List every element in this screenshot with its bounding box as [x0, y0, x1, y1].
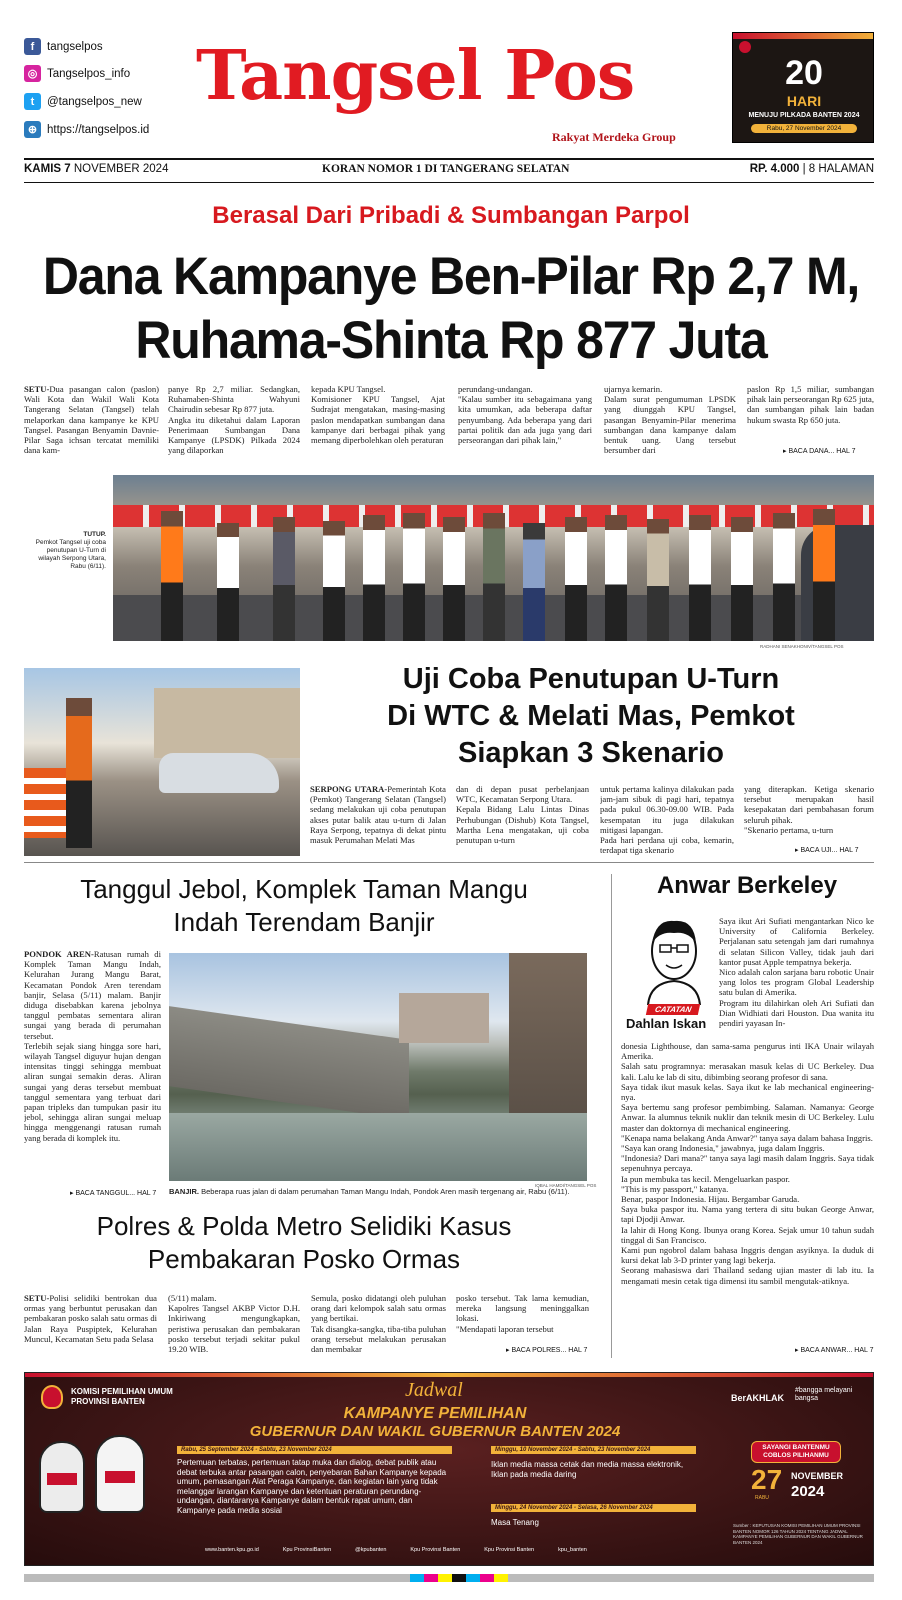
- uturn-dateline: SERPONG UTARA-: [310, 784, 388, 794]
- social-label: https://tangselpos.id: [47, 123, 150, 136]
- polres-col-3: Semula, posko didatangi oleh puluhan orang dari kelompok salah satu ormas yang bertikai. Tak disangka-sangka, tiba-tiba puluhan orang tersebut melakukan perusakan dan membakar: [311, 1293, 446, 1355]
- lead-text: Dua pasangan calon (paslon) Wali Kota dan Wakil Wali Kota Tangerang Selatan (Tangsel) telah melaporkan dana kampanye ke KPU Tangsel. Pasangan Benyamin Davnie-Pilar Saga ichsan tercatat memiliki dana kam-: [24, 384, 159, 456]
- photo1-credit: RADHANI SENAKHONIV/TANGSEL POS: [760, 644, 844, 649]
- column-author: Dahlan Iskan: [626, 1016, 707, 1031]
- uturn-col-2: dan di depan pusat perbelanjaan WTC, Kecamatan Serpong Utara. Kepala Bidang Lalu Lintas Dinas Perhubungan (Dishub) Kota Tangsel, Martha Lena mengatakan, uji coba penutupan u-turn: [456, 784, 589, 846]
- kpu-logo: [41, 1385, 63, 1409]
- lead-col-1: [24, 384, 159, 456]
- ad-footer-twitter[interactable]: @kpubanten: [355, 1547, 387, 1553]
- ad-period3-head: Minggu, 24 November 2024 - Selasa, 26 November 2024: [491, 1504, 696, 1512]
- ad-period1-head: Rabu, 25 September 2024 - Sabtu, 23 November 2024: [177, 1446, 452, 1454]
- photo-uturn-officer: [24, 668, 300, 856]
- countdown-label: HARI: [786, 93, 822, 109]
- ad-source: Sumber : KEPUTUSAN KOMISI PEMILIHAN UMUM PROVINSI BANTEN NOMOR 126 TAHUN 2024 TENTANG JADWAL KAMPANYE PEMILIHAN GUBERNUR DAN WAKIL GUBERNUR BANTEN 2024: [733, 1523, 863, 1545]
- tanggul-caption: [169, 1188, 589, 1196]
- uturn-continue-link[interactable]: ▸ BACA UJI... HAL 7: [795, 847, 859, 854]
- lead-kicker: Berasal Dari Pribadi & Sumbangan Parpol: [212, 202, 690, 229]
- polres-text: Polisi selidiki bentrokan dua ormas yang berbuntut perusakan dan pembakaran posko salah satu ormas di Jalan Raya Puspiptek, Kelurahan Muncul, Kecamatan Setu pada Selasa: [24, 1293, 157, 1344]
- ad-vote-dow: RABU: [755, 1495, 769, 1501]
- web-icon: ⊕: [24, 121, 41, 138]
- ad-title-1: KAMPANYE PEMILIHAN: [343, 1405, 527, 1422]
- ad-bangga: #bangga melayani bangsa: [795, 1387, 853, 1402]
- dateline-month: NOVEMBER 2024: [73, 163, 169, 175]
- facebook-icon: f: [24, 38, 41, 55]
- lead-col-6: paslon Rp 1,5 miliar, sumbangan pihak lain perseorangan Rp 625 juta, dan sumbangan pihak lain badan hukum swasta Rp 650 juta.: [747, 384, 874, 425]
- section-rule: [24, 862, 874, 863]
- lead-headline-2[interactable]: Ruhama-Shinta Rp 877 Juta: [135, 310, 767, 370]
- uturn-col-4: yang diterapkan. Ketiga skenario tersebut merupakan hasil kesepakatan dari pembahasan forum seluruh pihak. "Skenario pertama, u-turn: [744, 784, 874, 835]
- photo1-caption-text: Pemkot Tangsel uji coba penutupan U-Turn di wilayah Serpong Utara, Rabu (6/11).: [35, 539, 106, 570]
- uturn-col-3: untuk pertama kalinya dilakukan pada jam-jam sibuk di pagi hari, tepatnya pada pukul 06.30-09.00 WIB. Pada kesempatan itu juga dilakukan mitigasi lapangan. Pada hari perdana uji coba, kemarin, terdapat tiga skenario: [600, 784, 734, 856]
- polres-headline-1[interactable]: Polres & Polda Metro Selidiki Kasus: [96, 1211, 512, 1241]
- ad-org-1: KOMISI PEMILIHAN UMUM: [71, 1387, 173, 1396]
- ad-title-2: GUBERNUR DAN WAKIL GUBERNUR BANTEN 2024: [249, 1423, 621, 1440]
- ad-period2-text: Iklan media massa cetak dan media massa elektronik, Iklan pada media daring: [491, 1460, 684, 1479]
- social-label: Tangselpos_info: [47, 67, 131, 80]
- column-divider: [611, 874, 612, 1358]
- dateline-day: KAMIS: [24, 163, 62, 175]
- ad-footer-tiktok[interactable]: Kpu Provinsi Banten: [484, 1547, 535, 1553]
- social-website[interactable]: [24, 121, 149, 138]
- print-color-bar: [24, 1574, 874, 1582]
- ad-vote-month: NOVEMBER: [791, 1471, 844, 1481]
- column-badge: CATATAN: [646, 1004, 701, 1015]
- polres-col-2: (5/11) malam. Kapolres Tangsel AKBP Victor D.H. Inkiriwang mengungkapkan, peristiwa perusakan dan pembakaran posko tersebut terjadi sekitar pukul 19.20 WIB.: [168, 1293, 300, 1355]
- dateline-price: RP. 4.000: [749, 163, 800, 175]
- lead-dateline: SETU-: [24, 384, 50, 394]
- dateline-motto: KORAN NOMOR 1 DI TANGERANG SELATAN: [322, 163, 570, 175]
- ad-vote-day: 27: [751, 1464, 783, 1495]
- masthead-title: Tangsel Pos: [196, 36, 635, 116]
- social-instagram[interactable]: [24, 65, 130, 82]
- ad-footer-web[interactable]: www.banten.kpu.go.id: [205, 1547, 259, 1553]
- dateline: [24, 163, 874, 179]
- uturn-headline-1[interactable]: Uji Coba Penutupan U-Turn: [402, 663, 780, 695]
- photo-flood-credit: IQBAL HAMDI/TANGSEL POS: [535, 1183, 597, 1188]
- uturn-headline-2[interactable]: Di WTC & Melati Mas, Pemkot: [387, 700, 795, 732]
- ad-footer-facebook[interactable]: Kpu ProvinsiBanten: [282, 1547, 332, 1553]
- masthead-group: Rakyat Merdeka Group: [552, 130, 676, 144]
- social-facebook[interactable]: [24, 38, 103, 55]
- social-links: [0, 38, 180, 148]
- lead-col-3: kepada KPU Tangsel. Komisioner KPU Tangsel, Ajat Sudrajat mengatakan, masing-masing paslon mendapatkan sumbangan dana kampanye dari berbagai pihak yang memang diperbolehkan oleh peraturan: [311, 384, 445, 446]
- ad-period2-head: Minggu, 10 November 2024 - Sabtu, 23 November 2024: [491, 1446, 696, 1454]
- kpu-campaign-ad[interactable]: [24, 1372, 874, 1566]
- photo1-caption-title: TUTUP.: [83, 531, 106, 538]
- lead-headline-1[interactable]: Dana Kampanye Ben-Pilar Rp 2,7 M,: [42, 246, 860, 306]
- lead-col-2: panye Rp 2,7 miliar. Sedangkan, Ruhamaben-Shinta Wahyuni Chairudin sebesar Rp 877 juta. Angka itu diketahui dalam Laporan Penerimaan Sumbangan Dana Kampanye (LPSDK) Pilkada 2024 yang dilaporkan: [168, 384, 300, 456]
- column-continue-link[interactable]: ▸ BACA ANWAR... HAL 7: [795, 1347, 874, 1354]
- ad-script: Jadwal: [405, 1379, 463, 1401]
- tanggul-caption-title: BANJIR.: [169, 1187, 200, 1196]
- social-label: tangselpos: [47, 40, 103, 53]
- kpu-logo: [739, 41, 751, 53]
- tanggul-continue-link[interactable]: ▸ BACA TANGGUL... HAL 7: [70, 1190, 157, 1197]
- polres-continue-link[interactable]: ▸ BACA POLRES... HAL 7: [506, 1347, 588, 1354]
- column-body: donesia Lighthouse, dan sama-sama pengurus inti IKA Unair wilayah Amerika. Salah satu programnya: merasakan masuk kelas di UC Berkeley. Dua kali. Lalu ke lab di situ, dibimbing seorang profesor di sana. Saya tidak ikut masuk kelas. Saya ikut ke lab mechanical engineering-nya. Saya bertemu sang profesor pembimbing. Salaman. Namanya: George Anwar. Ia alumnus teknik nuklir dan teknik mesin di UC Berkeley. Lulu master dan doktornya di mechanical engineering. "Kenapa nama belakang Anda Anwar?" tanya saya dalam bahasa Inggris. "Saya kan orang Indonesia," jawabnya, juga dalam Inggris. "Indonesia? Dari mana?" tanya saya lagi masih dalam Inggris. Saya tidak sepenuhnya percaya. Ia pun membuka tas kecil. Mengeluarkan paspor. "This is my passport," katanya. Benar, paspor Indonesia. Hijau. Bergambar Garuda. Saya buka paspor itu. Nama yang tertera di situ bukan George Anwar, tapi Djodji Anwar. Ia lahir di Hong Kong. Ibunya orang Korea. Sejak umur 10 tahun sudah tinggal di San Francisco. Kami pun ngobrol dalam bahasa Inggris dengan asyiknya. Ia duduk di kursi dekat lab 3-D printer yang lagi bekerja. Seorang mahasiswa dari Thailand sedang ujian master di lab itu. Ia mengamati mesin cetak tiga dimensi itu sambil mengutak-atiknya.: [621, 1041, 874, 1286]
- dateline-top-rule: [24, 158, 874, 160]
- lead-continue-link[interactable]: ▸ BACA DANA... HAL 7: [783, 448, 856, 455]
- photo1-caption: [24, 531, 106, 571]
- polres-col-1: [24, 1293, 157, 1355]
- twitter-icon: t: [24, 93, 41, 110]
- tanggul-col-1: [24, 949, 161, 1174]
- tanggul-headline-2[interactable]: Indah Terendam Banjir: [173, 907, 435, 937]
- ad-footer: [205, 1547, 705, 1559]
- tanggul-caption-text: Beberapa ruas jalan di dalam perumahan Taman Mangu Indah, Pondok Aren masih tergenang air, Rabu (6/11).: [201, 1187, 570, 1196]
- photo-flood: [169, 953, 587, 1181]
- countdown-date: Rabu, 27 November 2024: [751, 124, 857, 133]
- ad-org-2: PROVINSI BANTEN: [71, 1397, 145, 1406]
- uturn-text: Pemerintah Kota (Pemkot) Tangerang Selatan (Tangsel) sedang melakukan uji coba penutupan akses putar balik atau u-turn di Jalan Raya Serpong, tepatnya di dekat pintu masuk Perumahan Melati Mas: [310, 784, 446, 846]
- tanggul-text: Ratusan rumah di Komplek Taman Mangu Indah, Kelurahan Jurang Mangu Barat, Kecamatan Pondok Aren terendam banjir, Selasa (5/11) malam. Banjir diduga disebabkan karena jebolnya tanggul pembatas sementara aliran sungai yang berada di perumahan tersebut. Terlebih sejak siang hingga sore hari, wilayah Tangsel diguyur hujan dengan intensitas tinggi sehingga membuat aliran sungai semakin deras. Aliran sungai yang deras tersebut membuat tanggul sementara yang terbuat dari papan tripleks dan tumpukan pasir itu jebol, sehingga aliran sungai meluap hingga menggenangi ratusan rumah yang berada di komplek itu.: [24, 949, 161, 1143]
- polres-headline-2[interactable]: Pembakaran Posko Ormas: [147, 1244, 461, 1274]
- countdown-number: 20: [785, 54, 823, 92]
- lead-col-4: perundang-undangan. "Kalau sumber itu sebagaimana yang kita umumkan, ada beberapa daftar penyumbang. Ada beberapa yang dari partai politik dan ada juga yang dari perseorangan dari pihak lain,": [458, 384, 592, 446]
- social-twitter[interactable]: [24, 93, 142, 110]
- countdown-box: [732, 32, 874, 143]
- countdown-sub: MENUJU PILKADA BANTEN 2024: [748, 112, 860, 119]
- column-title[interactable]: Anwar Berkeley: [656, 872, 838, 899]
- tanggul-dateline: PONDOK AREN-: [24, 949, 94, 959]
- dateline-bottom-rule: [24, 182, 874, 183]
- ad-vote-year: 2024: [791, 1483, 825, 1500]
- uturn-headline-3[interactable]: Siapkan 3 Skenario: [458, 737, 724, 769]
- polres-col-4: posko tersebut. Tak lama kemudian, mereka langsung meninggalkan lokasi. "Mendapati laporan tersebut: [456, 1293, 589, 1334]
- author-portrait: [634, 913, 714, 1005]
- ad-period1-text: Pertemuan terbatas, pertemuan tatap muka dan dialog, debat publik atau debat terbuka antar pasangan calon, penyebaran Bahan Kampanye kepada umum, pemasangan Alat Peraga Kampanye, dan kegiatan lain yang tidak melanggar larangan Kampanye dan ketentuan peraturan perundang-undangan, diantaranya Kampanye dalam bentuk rapat umum, dan Kampanye pada media sosial: [177, 1458, 447, 1515]
- column-intro: Saya ikut Ari Sufiati mengantarkan Nico ke University of California Berkeley. Perjalanan satu setengah jam dari rumahnya di selatan Silicon Valley, tidak jauh dari kantor pusat Apple tempatnya bekerja. Nico adalah calon sarjana baru robotic Unair yang lolos tes program Global Leadership satu bulan di Amerika. Program itu dilahirkan oleh Ari Sufiati dan Dian Widhiati dari Houston. Dua wanita itu pendiri yayasan In-: [719, 916, 874, 1029]
- ad-period3-text: Masa Tenang: [491, 1518, 539, 1527]
- social-label: @tangselpos_new: [47, 95, 142, 108]
- dateline-pages: | 8 HALAMAN: [802, 163, 874, 175]
- dateline-date: 7: [64, 163, 71, 175]
- polres-dateline: SETU-: [24, 1293, 50, 1303]
- ad-sayangi: SAYANGI BANTENMU COBLOS PILIHANMU: [751, 1441, 841, 1463]
- uturn-col-1: [310, 784, 446, 856]
- instagram-icon: ◎: [24, 65, 41, 82]
- ad-footer-instagram[interactable]: kpu_banten: [558, 1547, 587, 1553]
- photo-uturn-officials: [113, 475, 874, 641]
- ad-berakhlak: BerAKHLAK: [731, 1393, 785, 1403]
- tanggul-headline-1[interactable]: Tanggul Jebol, Komplek Taman Mangu: [80, 874, 528, 904]
- ad-footer-youtube[interactable]: Kpu Provinsi Banten: [410, 1547, 461, 1553]
- lead-col-5: ujarnya kemarin. Dalam surat pengumuman LPSDK yang diunggah KPU Tangsel, pasangan Benyamin-Pilar menerima sumbangan dana kampanye dalam bentuk uang. Uang tersebut bersumber dari: [604, 384, 736, 456]
